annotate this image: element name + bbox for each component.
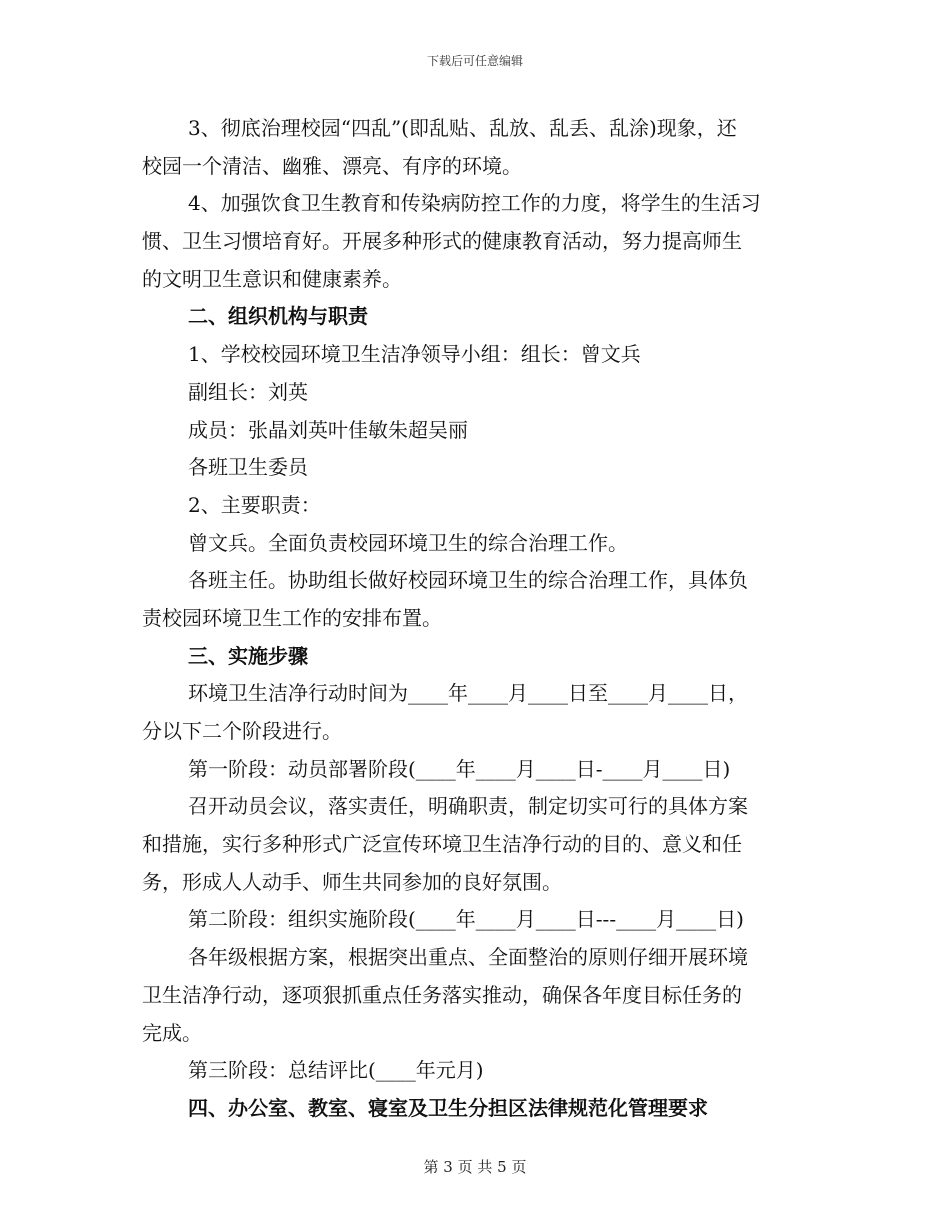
section-heading: 四、办公室、教室、寝室及卫生分担区法律规范化管理要求 bbox=[188, 1095, 708, 1120]
text-line: 3、彻底治理校园“四乱”(即乱贴、乱放、乱丢、乱涂)现象，还 bbox=[188, 116, 737, 140]
text-line: 和措施，实行多种形式广泛宣传环境卫生洁净行动的目的、意义和任 bbox=[142, 832, 742, 857]
text-line: 第三阶段：总结评比(____年元月) bbox=[188, 1058, 484, 1083]
text-line: 各班卫生委员 bbox=[188, 455, 308, 480]
page-header: 下载后可任意编辑 bbox=[426, 54, 523, 68]
text-line: 成员：张晶刘英叶佳敏朱超吴丽 bbox=[188, 417, 468, 442]
text-line: 副组长：刘英 bbox=[188, 379, 308, 404]
text-line: 责校园环境卫生工作的安排布置。 bbox=[142, 605, 442, 630]
text-line: 各年级根据方案，根据突出重点、全面整治的原则仔细开展环境 bbox=[188, 945, 748, 970]
page-footer: 第 3 页 共 5 页 bbox=[423, 1158, 527, 1176]
text-line: 2、主要职责： bbox=[188, 492, 321, 517]
text-line: 完成。 bbox=[142, 1020, 202, 1045]
text-line: 分以下二个阶段进行。 bbox=[142, 719, 342, 743]
text-line: 的文明卫生意识和健康素养。 bbox=[142, 266, 402, 291]
text-line: 4、加强饮食卫生教育和传染病防控工作的力度，将学生的生活习 bbox=[188, 191, 761, 216]
section-heading: 三、实施步骤 bbox=[188, 643, 308, 668]
text-line: 务，形成人人动手、师生共同参加的良好氛围。 bbox=[142, 869, 562, 894]
section-heading: 二、组织机构与职责 bbox=[188, 304, 368, 329]
text-line: 召开动员会议，落实责任，明确职责，制定切实可行的具体方案 bbox=[188, 794, 748, 819]
text-line: 1、学校校园环境卫生洁净领导小组：组长：曾文兵 bbox=[188, 342, 641, 367]
text-line: 各班主任。协助组长做好校园环境卫生的综合治理工作，具体负 bbox=[188, 568, 748, 593]
text-line: 卫生洁净行动，逐项狠抓重点任务落实推动，确保各年度目标任务的 bbox=[142, 982, 742, 1007]
text-line: 惯、卫生习惯培育好。开展多种形式的健康教育活动，努力提高师生 bbox=[142, 229, 742, 254]
document-body bbox=[142, 110, 812, 1128]
text-line: 校园一个清洁、幽雅、漂亮、有序的环境。 bbox=[142, 153, 522, 178]
text-line: 第二阶段：组织实施阶段(____年____月____日---____月____日) bbox=[188, 907, 744, 932]
text-line: 曾文兵。全面负责校园环境卫生的综合治理工作。 bbox=[188, 530, 628, 555]
text-line: 第一阶段：动员部署阶段(____年____月____日-____月____日) bbox=[188, 756, 731, 781]
text-line: 环境卫生洁净行动时间为____年____月____日至____月____日， bbox=[188, 681, 748, 706]
